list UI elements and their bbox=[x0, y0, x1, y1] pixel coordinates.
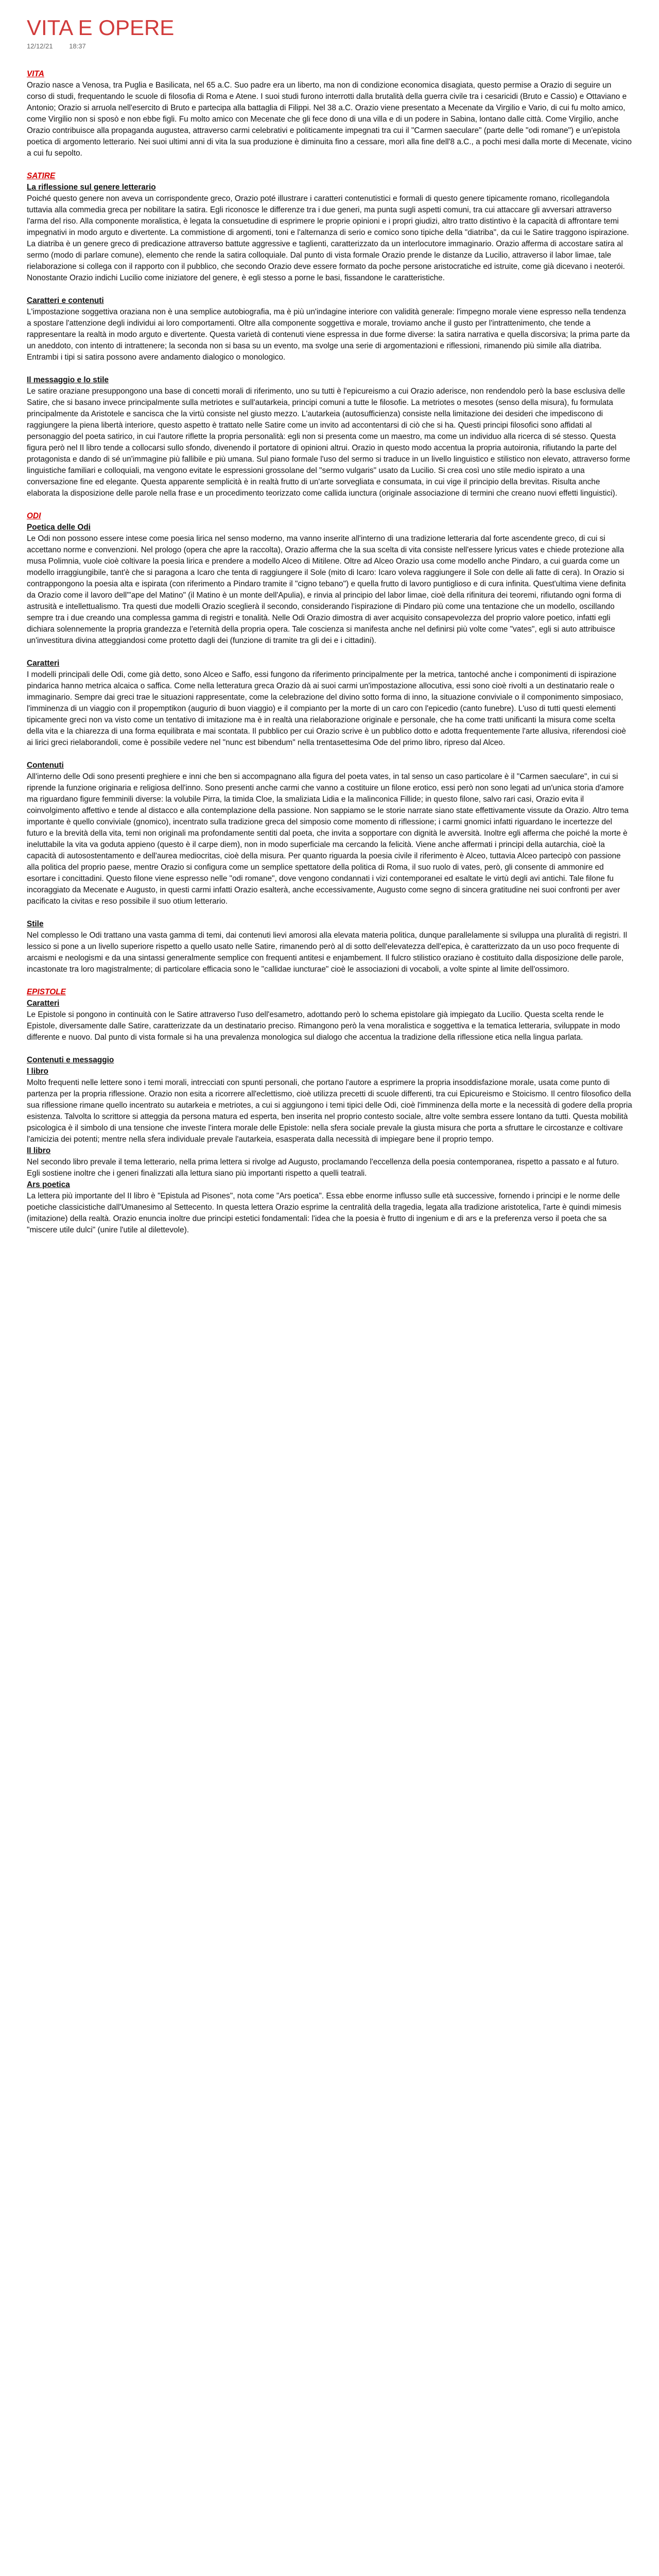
note-meta bbox=[27, 42, 632, 50]
note-date: 12/12/21 bbox=[27, 42, 53, 50]
section-heading-odi: ODI bbox=[27, 512, 41, 520]
paragraph-caratteri-odi: I modelli principali delle Odi, come già detto, sono Alceo e Saffo, essi fungono da riferimento principalmente per la metrica, tantoché anche i componimenti di ispirazione pindarica hanno metrica alcaica o saffica. Come nella letteratura greca Orazio dà ai suoi carmi un'impostazione allocutiva, essi sono cioè rivolti a un destinatario reale o immaginario. Sempre dai greci trae le situazioni rappresentate, come la celebrazione del divino sotto forma di inno, la situazione conviviale o il componimento simposiaco, l'imminenza di un viaggio con il propemptikon (augurio di buon viaggio) e il compianto per la morte di un caro con l'epicedio (canto funebre). L'uso di tutti questi elementi tipicamente greci non va visto come un tentativo di imitazione ma è in realtà una rielaborazione originale e personale, che ha come tratti unificanti la misura come scelta della vita e la chiarezza di una forma equilibrata e mai scontata. Il pubblico per cui Orazio scrive è un pubblico dotto e adotta frequentemente l'arte allusiva, riferendosi cioè ai lirici greci rielaborandoli, come è possibile vedere nel "nunc est bibendum" nella trentasettesima Ode del primo libro, ripreso dal Alceo. bbox=[27, 670, 626, 747]
section-heading-vita: VITA bbox=[27, 70, 44, 78]
paragraph-caratteri-contenuti: L'impostazione soggettiva oraziana non è una semplice autobiografia, ma è più un'indagine interiore con validità generale: l'impegno morale viene espresso nella tendenza a spostare l'attenzione degli individui ai loro comportamenti. Oltre alla componente soggettiva e morale, troviamo anche il gusto per l'intrattenimento, che tende a rappresentare la realtà in modo arguto e divertente. Questa varietà di contenuti viene espressa in due forme diverse: la satira narrativa e quella discorsiva; la prima parte da un aneddoto, con intento di intrattenere; la seconda non si basa su un evento, ma svolge una serie di argomentazioni e riflessioni, rimanendo più simile alla diatriba. Entrambi i tipi si satira possono avere andamento dialogico o monologico. bbox=[27, 308, 630, 362]
section-heading-epistole: EPISTOLE bbox=[27, 988, 66, 996]
subheading-ars-poetica: Ars poetica bbox=[27, 1180, 70, 1189]
subheading-messaggio-stile: Il messaggio e lo stile bbox=[27, 376, 109, 384]
subheading-riflessione: La riflessione sul genere letterario bbox=[27, 183, 156, 192]
subheading-i-libro: I libro bbox=[27, 1067, 48, 1076]
paragraph-messaggio-stile: Le satire oraziane presuppongono una base di concetti morali di riferimento, uno su tutti è l'epicureismo a cui Orazio aderisce, non rendendolo però la base esclusiva delle Satire, che si basano invece principalmente sulla metriotes e sull'autarkeia, principi comuni a tutte le filosofie. La metriotes o mesotes (senso della misura), fu formulata principalmente da Aristotele e sancisca che la virtù consiste nel giusto mezzo. L'autarkeia (autosufficienza) consiste nella limitazione dei desideri che impediscono di raggiungere la piena libertà interiore, questo aspetto è trattato nelle Satire come un invito ad accontentarsi di ciò che si ha. Questi principi filosofici sono affidati al personaggio del poeta satirico, in cui l'autore riflette la propria personalità: egli non si presenta come un maestro, ma come un individuo alla ricerca di sé stesso. Questa figura però nel II libro tende a collocarsi sullo sfondo, divenendo il portatore di opinioni altrui. Orazio in questo modo accentua la propria autoironia, rifiutando la parte del protagonista e dando di sé un'immagine più fallibile e più umana. Sul piano formale l'uso del sermo si traduce in un livello linguistico e stilistico non elevato, attraverso forme linguistiche familiari e colloquiali, ma vengono evitate le espressioni grossolane del "sermo vulgaris" usato da Lucilio. Si crea così uno stile medio ispirato a una conversazione fine ed elegante. Questa apparente semplicità è in realtà frutto di un'arte sorvegliata e consumata, in cui vige il principio della brevitas. Risulta anche elaborata la disposizione delle parole nella frase e un procedimento teorizzato come callida iunctura (originale associazione di termini che creano nuovi effetti linguistici). bbox=[27, 387, 630, 498]
subheading-stile-odi: Stile bbox=[27, 920, 44, 928]
paragraph-poetica-odi: Le Odi non possono essere intese come poesia lirica nel senso moderno, ma vanno inserite all'interno di una tradizione letteraria dal forte ascendente greco, di cui si accettano norme e convenzioni. Nel prologo (opera che apre la raccolta), Orazio afferma che la sua scelta di vita consiste nell'essere lyricus vates e chiede protezione alla musa Polimnia, vuole cioè coltivare la poesia lirica e prendere a modello Alceo di Mitilene. Oltre ad Alceo Orazio usa come modello anche Pindaro, a cui guarda come un modello irraggiungibile, tant'è che si paragona a Icaro che tenta di raggiungere il Sole (mito di Icaro: Icaro voleva raggiungere il Sole con delle ali fatte di cera). In Orazio si contrappongono la poesia alta e ispirata (con riferimento a Pindaro tramite il "cigno tebano") e quella frutto di lavoro puntiglioso e di cura infinita. Quest'ultima viene definita da Orazio come il lavoro dell'"ape del Matino" (il Matino è un monte dell'Apulia), e rinvia al principio del labor limae, cioè della rifinitura dei teoremi, rifiutando ogni forma di astrusità e intellettualismo. Tra questi due modelli Orazio sceglierà il secondo, considerando l'ispirazione di Pindaro più come una tentazione che un modello, oscillando sempre tra i due creando una complessa gamma di registri e tonalità. Nelle Odi Orazio dimostra di aver acquisito consapevolezza del proprio valore poetico, infatti egli dichiara solennemente la propria grandezza e l'eternità della propria opera. Tale coscienza si manifesta anche nel definirsi più volte come "vates", egli si auto attribuisce un'investitura divina atteggiandosi come protetto dagli dei (funzione di tramite tra gli dei e i cittadini). bbox=[27, 534, 626, 645]
subheading-caratteri-odi: Caratteri bbox=[27, 659, 60, 668]
paragraph-vita: Orazio nasce a Venosa, tra Puglia e Basilicata, nel 65 a.C. Suo padre era un liberto, ma non di condizione economica disagiata, questo permise a Orazio di seguire un corso di studi, frequentando le scuole di filosofia di Roma e Atene. I suoi studi furono interrotti dalla brutalità della guerra civile tra i cesaricidi (Bruto e Cassio) e Ottaviano e Antonio; Orazio si arruola nell'esercito di Bruto e partecipa alla battaglia di Filippi. Nel 38 a.C. Orazio viene presentato a Mecenate da Virgilio e Vario, di cui fu molto amico, come Virgilio non si sposò e non ebbe figli. Fu molto amico con Mecenate che gli fece dono di una villa e di un podere in Sabina, lontano dalle città. Come Virgilio, anche Orazio contribuisce alla propaganda augustea, attraverso carmi celebrativi e politicamente impegnati tra cui il "Carmen saeculare" (parte delle "odi romane") e un'epistola poetica di argomento letterario. Nei suoi ultimi anni di vita la sua produzione è diminuita fino a cessare, morì alla fine dell'8 a.C., a pochi mesi dalla morte di Mecenate, vicino a cui fu sepolto. bbox=[27, 81, 632, 158]
note-time: 18:37 bbox=[69, 42, 86, 50]
paragraph-ars-poetica: La lettera più importante del II libro è "Epistula ad Pisones", nota come "Ars poetica". Essa ebbe enorme influsso sulle età successive, fornendo i principi e le norme delle poetiche classicistiche dall'Umanesimo al Settecento. In questa lettera Orazio esprime la centralità della tragedia, legata alla tradizione aristotelica, l'arte è quindi mimesis (imitazione) della realtà. Orazio enuncia inoltre due principi estetici fondamentali: l'idea che la poesia è frutto di ingenium e di ars e la preferenza verso il poeta che sa "miscere utile dulci" (unire l'utile al dilettevole). bbox=[27, 1192, 621, 1234]
subheading-poetica-odi: Poetica delle Odi bbox=[27, 523, 91, 532]
note-body bbox=[27, 69, 632, 1236]
note-page bbox=[0, 0, 659, 1257]
section-heading-satire: SATIRE bbox=[27, 172, 56, 180]
subheading-contenuti-messaggio: Contenuti e messaggio bbox=[27, 1056, 114, 1064]
paragraph-riflessione: Poiché questo genere non aveva un corrispondente greco, Orazio poté illustrare i caratteri contenutistici e formali di questo genere tipicamente romano, ricollegandola tuttavia alla commedia greca per nobilitare la satira. Egli riconosce le differenze tra i due generi, ma punta sugli aspetti comuni, tra cui attaccare gli avversari attraverso l'arma del riso. Alla componente moralistica, è legata la consuetudine di esprimere le proprie opinioni e i propri giudizi, altro tratto distintivo è la capacità di affrontare temi impegnativi in modo arguto e divertente. La commistione di argomenti, toni e l'alternanza di serio e comico sono tipiche della "diatriba", da cui le Satire traggono ispirazione. La diatriba è un genere greco di predicazione attraverso battute aggressive e taglienti, caratterizzato da un interlocutore immaginario. Orazio afferma di accostare satira al sermo (modo di parlare comune), elemento che rende la satira colloquiale. Dal punto di vista formale Orazio prende le distanze da Lucilio, attraverso il labor limae, tale rielaborazione si collega con il rapporto con il pubblico, che secondo Orazio deve essere formato da poche persone aristocratiche ed istruite, come già dicevano i neoterói. Nonostante Orazio indichi Lucilio come iniziatore del genere, è egli stesso a porne le basi, fissandone le caratteristiche. bbox=[27, 194, 629, 282]
page-title: VITA E OPERE bbox=[27, 15, 175, 40]
paragraph-contenuti-odi: All'interno delle Odi sono presenti preghiere e inni che ben si accompagnano alla figura del poeta vates, in tal senso un caso particolare è il "Carmen saeculare", in cui si riprende la funzione originaria e religiosa dell'inno. Sono presenti anche carmi che vanno a costituire un filone erotico, essi però non sono legati ad un'unica storia d'amore ma riguardano figure femminili diverse: la volubile Pirra, la timida Cloe, la smaliziata Lidia e la malinconica Fillide; in questo filone, salvo rari casi, Orazio evita il coinvolgimento affettivo e tende al distacco e alla contemplazione della passione. Non sappiamo se le storie narrate siano state effettivamente vissute da Orazio. Altro tema importante è quello conviviale (gnomico), incentrato sulla tradizione greca del simposio come momento di riflessione; i carmi gnomici infatti riguardano le incertezze del futuro e la brevità della vita, temi non originali ma profondamente sentiti dal poeta, che invita a sopportare con dignità le avversità. Inoltre egli afferma che poiché la morte è ineluttabile la vita va goduta appieno (questo è il carpe diem), non in modo superficiale ma cercando la felicità. Viene anche affermati i principi della autarchia, cioè la capacità di autosostentamento e dell'aurea mediocritas, cioè della misura. Per quanto riguarda la poesia civile il riferimento è Alceo, tuttavia Alceo partecipò con passione alla politica del proprio paese, mentre Orazio si configura come un semplice spettatore della politica di Roma, il suo ruolo di vates, però, gli consente di ammonire ed esortare i concittadini. Questo filone viene espresso nelle "odi romane", dove vengono condannati i vizi contemporanei ed esaltate le virtù degli avi antichi. Tale filone fu incoraggiato da Mecenate e Augusto, in questi carmi infatti Orazio esalterà, anche eccessivamente, Augusto come segno di sincera gratitudine nei suoi confronti per aver pacificato la civitas e reso possibile il suo otium letterario. bbox=[27, 772, 629, 906]
subheading-caratteri-epistole: Caratteri bbox=[27, 999, 60, 1008]
paragraph-i-libro: Molto frequenti nelle lettere sono i temi morali, intrecciati con spunti personali, che portano l'autore a esprimere la propria insoddisfazione morale, usata come punto di partenza per la propria riflessione. Orazio non esita a ricorrere all'eclettismo, cioè utilizza precetti di scuole differenti, tra cui Epicureismo e Stoicismo. Il centro filosofico della sua riflessione rimane quello incentrato su autarkeia e metriotes, a cui si aggiungono i temi tipici delle Odi, cioè l'imminenza della morte e la necessità di godere della propria esistenza. Talvolta lo scrittore si atteggia da persona matura ed esperta, ben inserita nel proprio contesto sociale, altre volte sembra essere lontano da tutti. Questa mobilità psicologica è il simbolo di una tensione che investe l'intera morale delle Epistole: nella sfera sociale prevale la giusta misura che porta a sfruttare le circostanze e coltivare l'amicizia dei potenti; mentre nella sfera individuale prevale l'autarkeia, esasperata dalla necessità di impiegare bene il proprio tempo. bbox=[27, 1078, 632, 1144]
subheading-caratteri-contenuti: Caratteri e contenuti bbox=[27, 296, 104, 305]
paragraph-caratteri-epistole: Le Epistole si pongono in continuità con le Satire attraverso l'uso dell'esametro, adottando però lo schema epistolare già impiegato da Lucilio. Questa scelta rende le Epistole, diversamente dalle Satire, caratterizzate da un destinatario preciso. Rimangono però la vena moralistica e soggettiva e la tematica letteraria, sviluppate in modo differente e nuovo. Dal punto di vista formale si ha una prevalenza monologica sul dialogo che accentua la tradizione della riflessione etica nella lingua parlata. bbox=[27, 1010, 620, 1042]
paragraph-ii-libro: Nel secondo libro prevale il tema letterario, nella prima lettera si rivolge ad Augusto, proclamando l'eccellenza della poesia contemporanea, rispetto a passato e al futuro. Egli sostiene inoltre che i generi finalizzati alla lettura siano più importanti rispetto a quelli teatrali. bbox=[27, 1158, 619, 1178]
subheading-contenuti-odi: Contenuti bbox=[27, 761, 64, 770]
paragraph-stile-odi: Nel complesso le Odi trattano una vasta gamma di temi, dai contenuti lievi amorosi alla elevata materia politica, dunque parallelamente si sviluppa una pluralità di registri. Il lessico si pone a un livello superiore rispetto a quello usato nelle Satire, rimanendo però al di sotto dell'elevatezza dell'epica, è caratterizzato da un uso poco frequente di arcaismi e neologismi e da una sintassi generalmente semplice con frequenti antitesi e enjambement. Il fulcro stilistico oraziano è costituito dalla disposizione delle parole, incastonate tra loro magistralmente; di particolare efficacia sono le "callidae iuncturae" cioè le associazioni di vocaboli, a volte spinte al limite dell'ossimoro. bbox=[27, 931, 628, 974]
subheading-ii-libro: II libro bbox=[27, 1146, 51, 1155]
